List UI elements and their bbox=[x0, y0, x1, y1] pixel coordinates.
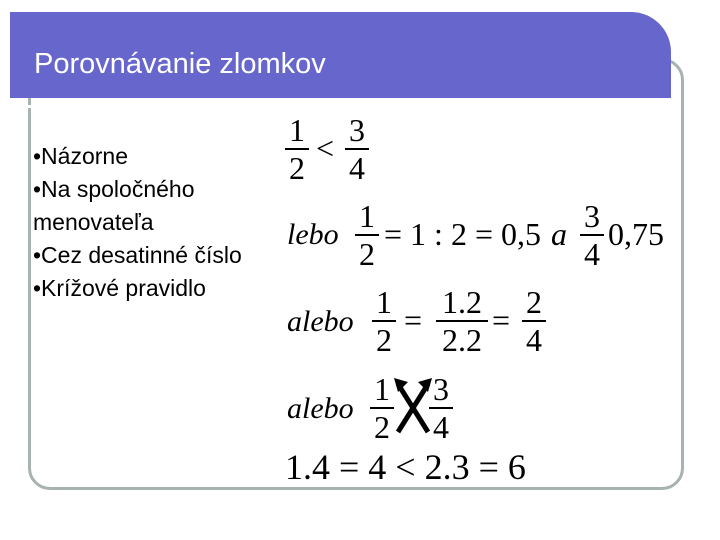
numerator: 2 bbox=[526, 284, 542, 320]
bullet-list bbox=[33, 140, 263, 305]
denominator: 2 bbox=[374, 409, 390, 445]
denominator: 4 bbox=[584, 236, 600, 272]
numerator: 3 bbox=[349, 112, 365, 148]
slide-title: Porovnávanie zlomkov bbox=[34, 48, 326, 80]
denominator: 2 bbox=[359, 236, 375, 272]
denominator: 4 bbox=[349, 150, 365, 186]
denominator: 2.2 bbox=[442, 322, 482, 358]
numerator: 3 bbox=[433, 371, 449, 407]
fraction bbox=[372, 286, 396, 356]
decimal-value: 0,75 bbox=[608, 216, 664, 252]
fraction bbox=[355, 200, 379, 270]
expression: = 1 : 2 = 0,5 bbox=[384, 216, 541, 252]
conjunction-a: a bbox=[551, 216, 567, 252]
fraction bbox=[285, 114, 309, 184]
fraction bbox=[522, 286, 546, 356]
denominator: 4 bbox=[526, 322, 542, 358]
word-alebo: alebo bbox=[287, 305, 354, 338]
cross-product-expression: 1.4 = 4 < 2.3 = 6 bbox=[285, 447, 526, 487]
numerator: 1 bbox=[376, 284, 392, 320]
numerator: 1 bbox=[289, 112, 305, 148]
numerator: 1.2 bbox=[442, 284, 482, 320]
less-than: < bbox=[316, 130, 335, 166]
denominator: 2 bbox=[289, 150, 305, 186]
bullet-item: •Cez desatinné číslo bbox=[33, 242, 242, 268]
numerator: 3 bbox=[584, 198, 600, 234]
denominator: 4 bbox=[433, 409, 449, 445]
fraction bbox=[345, 114, 369, 184]
equals: = bbox=[492, 302, 511, 338]
bullet-item: •Názorne bbox=[33, 143, 128, 169]
denominator: 2 bbox=[376, 322, 392, 358]
fraction bbox=[370, 373, 394, 443]
title-bar bbox=[10, 12, 671, 98]
numerator: 1 bbox=[359, 198, 375, 234]
numerator: 1 bbox=[374, 371, 390, 407]
bullet-item: •Krížové pravidlo bbox=[33, 275, 206, 301]
word-alebo: alebo bbox=[287, 392, 354, 425]
word-lebo: lebo bbox=[287, 218, 339, 251]
fraction bbox=[580, 200, 604, 270]
bullet-item: •Na spoločného menovateľa bbox=[33, 176, 195, 235]
cross-multiply-arrows-icon bbox=[392, 376, 434, 436]
title-underline bbox=[20, 105, 646, 108]
equals: = bbox=[404, 302, 423, 338]
fraction bbox=[436, 286, 488, 356]
